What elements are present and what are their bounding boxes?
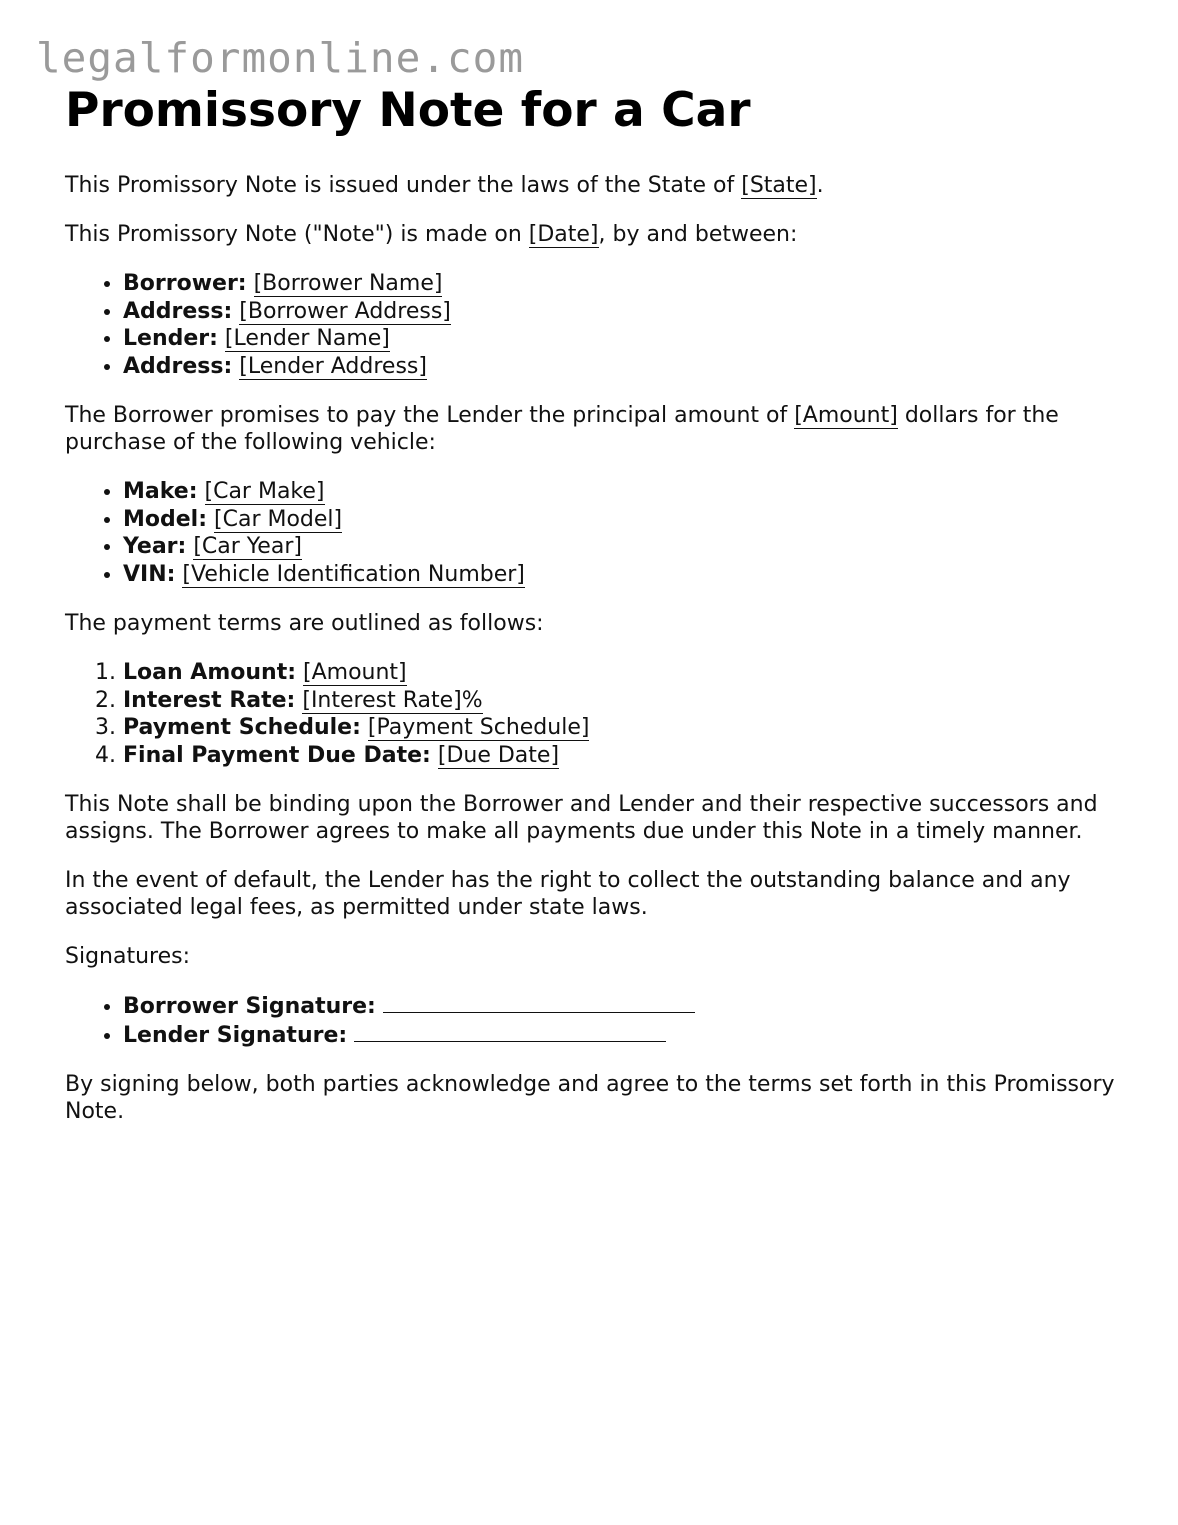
closing-paragraph: By signing below, both parties acknowledge and agree to the terms set forth in this Promissory Note. — [65, 1072, 1115, 1125]
term-label: Payment Schedule: — [123, 715, 361, 741]
promise-paragraph — [65, 402, 1125, 456]
state-prefix: This Promissory Note is issued under the laws of the State of — [65, 173, 742, 199]
date-blank[interactable]: [Date] — [528, 222, 599, 248]
list-item — [123, 714, 1125, 742]
signature-label: Lender Signature: — [123, 1022, 348, 1048]
amount-blank[interactable]: [Amount] — [794, 403, 898, 429]
binding-paragraph: This Note shall be binding upon the Borrower and Lender and their respective successors and assigns. The Borrower agrees to make all payments due under this Note in a timely manner. — [65, 792, 1098, 845]
vehicle-label: Year: — [123, 534, 187, 560]
list-item — [123, 325, 1125, 353]
made-prefix: This Promissory Note ("Note") is made on — [65, 222, 529, 248]
state-blank[interactable]: [State] — [741, 173, 817, 199]
promise-suffix: dollars for the purchase of the following vehicle: — [65, 403, 1059, 456]
list-item — [123, 353, 1125, 381]
borrower-name-blank[interactable]: [Borrower Name] — [253, 271, 443, 297]
made-paragraph — [65, 221, 1125, 248]
term-label: Interest Rate: — [123, 687, 296, 713]
borrower-address-blank[interactable]: [Borrower Address] — [239, 298, 451, 324]
vehicle-list — [65, 478, 1125, 588]
loan-amount-value: [Amount] — [303, 660, 407, 686]
interest-rate-blank[interactable] — [302, 688, 482, 714]
state-suffix: . — [816, 173, 824, 199]
payment-schedule-blank[interactable] — [368, 715, 590, 741]
signatures-heading: Signatures: — [65, 944, 191, 970]
due-date-blank[interactable] — [438, 743, 559, 769]
parties-list — [65, 270, 1125, 380]
document-body — [65, 84, 1125, 1147]
payment-schedule-value: [Payment Schedule] — [367, 715, 590, 741]
vehicle-label: Make: — [123, 479, 198, 505]
lender-signature-line[interactable] — [354, 1021, 666, 1042]
term-label: Final Payment Due Date: — [123, 742, 431, 768]
signatures-list — [65, 992, 1125, 1049]
default-paragraph: In the event of default, the Lender has the right to collect the outstanding balance and any associated legal fees, as permitted under state laws. — [65, 868, 1071, 921]
interest-rate-value: [Interest Rate] — [302, 687, 462, 713]
list-item — [123, 687, 1125, 715]
borrower-signature-line[interactable] — [383, 992, 695, 1013]
list-item — [123, 298, 1125, 326]
loan-amount-blank[interactable] — [303, 660, 407, 686]
promise-prefix: The Borrower promises to pay the Lender the principal amount of — [65, 403, 795, 429]
list-item — [123, 478, 1125, 506]
terms-list — [65, 659, 1125, 769]
list-item — [123, 659, 1125, 687]
car-year-blank[interactable]: [Car Year] — [193, 534, 302, 560]
party-label: Lender: — [123, 326, 218, 352]
lender-name-blank[interactable]: [Lender Name] — [224, 326, 390, 352]
lender-address-blank[interactable]: [Lender Address] — [239, 353, 427, 379]
list-item — [123, 1021, 1125, 1050]
party-label: Borrower: — [123, 271, 247, 297]
list-item — [123, 742, 1125, 770]
car-make-blank[interactable]: [Car Make] — [204, 479, 325, 505]
list-item — [123, 992, 1125, 1021]
party-label: Address: — [123, 353, 233, 379]
terms-intro: The payment terms are outlined as follows: — [65, 611, 544, 637]
list-item — [123, 533, 1125, 561]
vehicle-label: VIN: — [123, 561, 176, 587]
vin-blank[interactable]: [Vehicle Identification Number] — [182, 561, 525, 587]
car-model-blank[interactable]: [Car Model] — [214, 506, 343, 532]
percent-suffix: % — [461, 687, 483, 713]
list-item — [123, 506, 1125, 534]
watermark: legalformonline.com — [36, 34, 524, 82]
vehicle-label: Model: — [123, 506, 208, 532]
party-label: Address: — [123, 298, 233, 324]
signature-label: Borrower Signature: — [123, 994, 376, 1020]
made-suffix: , by and between: — [598, 222, 798, 248]
list-item — [123, 561, 1125, 589]
page-title: Promissory Note for a Car — [65, 83, 751, 138]
due-date-value: [Due Date] — [437, 742, 560, 768]
term-label: Loan Amount: — [123, 660, 297, 686]
list-item — [123, 270, 1125, 298]
state-paragraph — [65, 172, 1125, 199]
